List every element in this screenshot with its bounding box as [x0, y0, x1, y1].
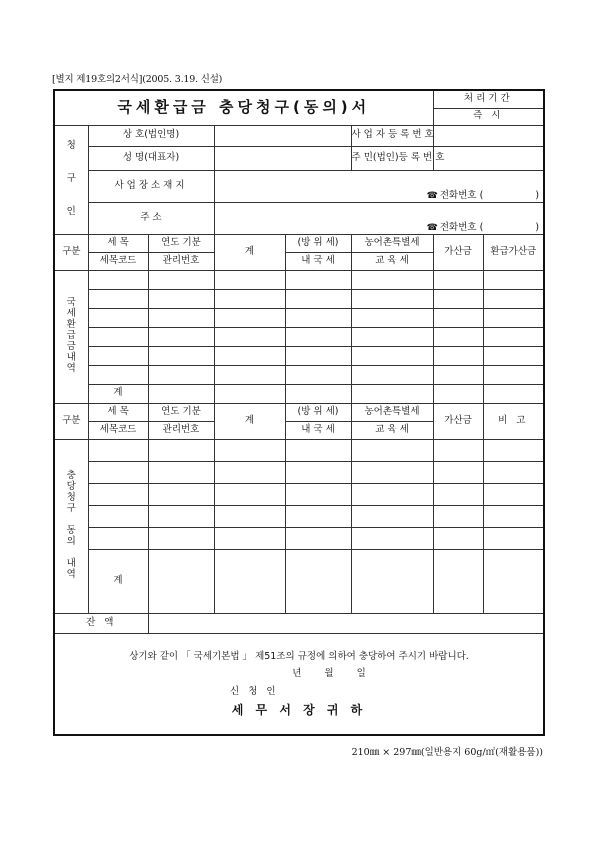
- offset-addition-header: 가산금: [433, 403, 483, 439]
- refund-cell[interactable]: [483, 365, 544, 384]
- offset-cell[interactable]: [483, 483, 544, 505]
- refund-cell[interactable]: [433, 365, 483, 384]
- refund-cell[interactable]: [148, 365, 214, 384]
- offset-cell[interactable]: [148, 439, 214, 461]
- refund-cell[interactable]: [351, 327, 433, 346]
- offset-cell[interactable]: [88, 461, 148, 483]
- refund-cell[interactable]: [214, 384, 285, 403]
- offset-cell[interactable]: [88, 483, 148, 505]
- biz-address-field[interactable]: ☎ 전화번호 ( ): [214, 170, 544, 202]
- refund-cell[interactable]: [148, 270, 214, 289]
- rep-name-field[interactable]: [214, 146, 351, 170]
- offset-cell[interactable]: [351, 461, 433, 483]
- refund-cell[interactable]: [285, 327, 351, 346]
- phone-icon: ☎: [426, 190, 438, 201]
- address-field[interactable]: ☎ 전화번호 ( ): [214, 202, 544, 234]
- refund-cell[interactable]: [148, 384, 214, 403]
- offset-total-header: 계: [214, 403, 285, 439]
- refund-cell[interactable]: [351, 270, 433, 289]
- refund-cell[interactable]: [214, 327, 285, 346]
- refund-tax-code-header: 세목코드: [88, 252, 148, 270]
- offset-cell[interactable]: [433, 527, 483, 549]
- offset-cell[interactable]: [214, 527, 285, 549]
- refund-offset-form: [53, 89, 545, 736]
- paper-spec-footer: 210㎜ × 297㎜(일반용지 60g/㎡(재활용품)): [351, 747, 543, 758]
- refund-total-label: 계: [88, 384, 148, 403]
- refund-tax-item-header: 세 목: [88, 234, 148, 252]
- refund-cell[interactable]: [214, 308, 285, 327]
- offset-cell[interactable]: [483, 505, 544, 527]
- offset-cell[interactable]: [214, 549, 285, 613]
- refund-cell[interactable]: [433, 308, 483, 327]
- offset-edu-header: 교 육 세: [351, 421, 433, 439]
- offset-gubun-header: 구분: [54, 403, 88, 439]
- refund-side-label: 국 세 환 급 금 내 역: [54, 270, 88, 403]
- company-name-label: 상 호(법인명): [88, 125, 214, 146]
- refund-cell[interactable]: [148, 327, 214, 346]
- refund-cell[interactable]: [351, 289, 433, 308]
- refund-cell[interactable]: [214, 365, 285, 384]
- offset-cell[interactable]: [351, 527, 433, 549]
- offset-cell[interactable]: [433, 439, 483, 461]
- resident-reg-label: 주 민(법인)등 록 번 호: [351, 146, 433, 170]
- statement-date[interactable]: 년 월 일: [292, 668, 366, 679]
- refund-cell[interactable]: [285, 384, 351, 403]
- refund-cell[interactable]: [88, 365, 148, 384]
- biz-reg-label: 사업자등록번호: [351, 125, 433, 146]
- offset-cell[interactable]: [483, 549, 544, 613]
- refund-cell[interactable]: [351, 346, 433, 365]
- offset-cell[interactable]: [483, 461, 544, 483]
- offset-cell[interactable]: [433, 505, 483, 527]
- refund-cell[interactable]: [483, 327, 544, 346]
- offset-cell[interactable]: [351, 549, 433, 613]
- refund-cell[interactable]: [433, 384, 483, 403]
- offset-cell[interactable]: [433, 483, 483, 505]
- offset-cell[interactable]: [148, 483, 214, 505]
- statement-block: [54, 633, 544, 735]
- offset-cell[interactable]: [214, 461, 285, 483]
- offset-cell[interactable]: [148, 505, 214, 527]
- offset-cell[interactable]: [88, 527, 148, 549]
- offset-tax-code-header: 세목코드: [88, 421, 148, 439]
- refund-cell[interactable]: [285, 270, 351, 289]
- refund-gubun-header: 구분: [54, 234, 88, 270]
- offset-cell[interactable]: [88, 439, 148, 461]
- refund-cell[interactable]: [88, 289, 148, 308]
- offset-cell[interactable]: [214, 439, 285, 461]
- refund-defense-header: (방 위 세): [285, 234, 351, 252]
- offset-cell[interactable]: [148, 549, 214, 613]
- balance-label: 잔 액: [54, 613, 148, 633]
- biz-reg-field[interactable]: [433, 125, 544, 146]
- refund-addition-header: 가산금: [433, 234, 483, 270]
- refund-cell[interactable]: [285, 308, 351, 327]
- balance-field[interactable]: [148, 613, 544, 633]
- offset-cell[interactable]: [88, 505, 148, 527]
- offset-cell[interactable]: [148, 527, 214, 549]
- refund-cell[interactable]: [483, 289, 544, 308]
- offset-rural-header: 농어촌특별세: [351, 403, 433, 421]
- refund-cell[interactable]: [148, 289, 214, 308]
- offset-cell[interactable]: [285, 549, 351, 613]
- refund-cell[interactable]: [88, 327, 148, 346]
- refund-cell[interactable]: [88, 270, 148, 289]
- refund-cell[interactable]: [148, 308, 214, 327]
- refund-total-header: 계: [214, 234, 285, 270]
- refund-cell[interactable]: [483, 346, 544, 365]
- phone-icon: ☎: [426, 222, 438, 233]
- applicant-group-label: 청 구 인: [54, 125, 88, 234]
- offset-cell[interactable]: [351, 439, 433, 461]
- refund-year-header: 연도 기분: [148, 234, 214, 252]
- refund-cell[interactable]: [433, 289, 483, 308]
- processing-period-value: 즉 시: [433, 108, 544, 125]
- refund-refund-addition-header: 환급가산금: [483, 234, 544, 270]
- refund-edu-header: 교 육 세: [351, 252, 433, 270]
- offset-cell[interactable]: [483, 439, 544, 461]
- rep-name-label: 성 명(대표자): [88, 146, 214, 170]
- offset-cell[interactable]: [483, 527, 544, 549]
- refund-cell[interactable]: [433, 327, 483, 346]
- offset-cell[interactable]: [285, 505, 351, 527]
- refund-cell[interactable]: [483, 308, 544, 327]
- form-label: [별지 제19호의2서식](2005. 3.19. 신설): [52, 74, 223, 85]
- offset-total-label: 계: [88, 549, 148, 613]
- offset-cell[interactable]: [214, 483, 285, 505]
- statement-applicant[interactable]: 신 청 인: [230, 685, 279, 697]
- offset-mgmt-no-header: 관리번호: [148, 421, 214, 439]
- offset-year-header: 연도 기분: [148, 403, 214, 421]
- refund-cell[interactable]: [433, 270, 483, 289]
- refund-cell[interactable]: [285, 365, 351, 384]
- refund-national-header: 내 국 세: [285, 252, 351, 270]
- statement-text: 상기와 같이 「 국세기본법 」 제51조의 규정에 의하여 충당하여 주시기 바랍니다.: [129, 650, 469, 662]
- address-label: 주 소: [88, 202, 214, 234]
- refund-cell[interactable]: [351, 308, 433, 327]
- refund-cell[interactable]: [351, 384, 433, 403]
- refund-cell[interactable]: [214, 270, 285, 289]
- refund-cell[interactable]: [351, 365, 433, 384]
- offset-cell[interactable]: [285, 439, 351, 461]
- offset-cell[interactable]: [285, 483, 351, 505]
- processing-period-label: 처리기간: [433, 90, 544, 108]
- refund-cell[interactable]: [285, 346, 351, 365]
- resident-reg-field[interactable]: [433, 146, 544, 170]
- offset-cell[interactable]: [148, 461, 214, 483]
- refund-mgmt-no-header: 관리번호: [148, 252, 214, 270]
- refund-cell[interactable]: [483, 384, 544, 403]
- offset-defense-header: (방 위 세): [285, 403, 351, 421]
- refund-cell[interactable]: [88, 346, 148, 365]
- offset-tax-item-header: 세 목: [88, 403, 148, 421]
- offset-cell[interactable]: [433, 549, 483, 613]
- offset-cell[interactable]: [351, 483, 433, 505]
- offset-cell[interactable]: [214, 505, 285, 527]
- refund-cell[interactable]: [88, 308, 148, 327]
- refund-cell[interactable]: [214, 289, 285, 308]
- offset-national-header: 내 국 세: [285, 421, 351, 439]
- offset-side-label: 충 당 청 구 동 의 내 역: [54, 439, 88, 613]
- company-name-field[interactable]: [214, 125, 351, 146]
- refund-cell[interactable]: [433, 346, 483, 365]
- offset-cell[interactable]: [285, 461, 351, 483]
- refund-cell[interactable]: [214, 346, 285, 365]
- offset-cell[interactable]: [351, 505, 433, 527]
- refund-rural-header: 농어촌특별세: [351, 234, 433, 252]
- form-title: 국세환급금 충당청구(동의)서: [54, 90, 433, 125]
- refund-cell[interactable]: [285, 289, 351, 308]
- refund-cell[interactable]: [483, 270, 544, 289]
- biz-address-label: 사업장소재지: [88, 170, 214, 202]
- offset-remarks-header: 비 고: [483, 403, 544, 439]
- offset-cell[interactable]: [433, 461, 483, 483]
- offset-cell[interactable]: [285, 527, 351, 549]
- refund-cell[interactable]: [148, 346, 214, 365]
- statement-addressee: 세 무 서 장 귀 하: [231, 703, 367, 717]
